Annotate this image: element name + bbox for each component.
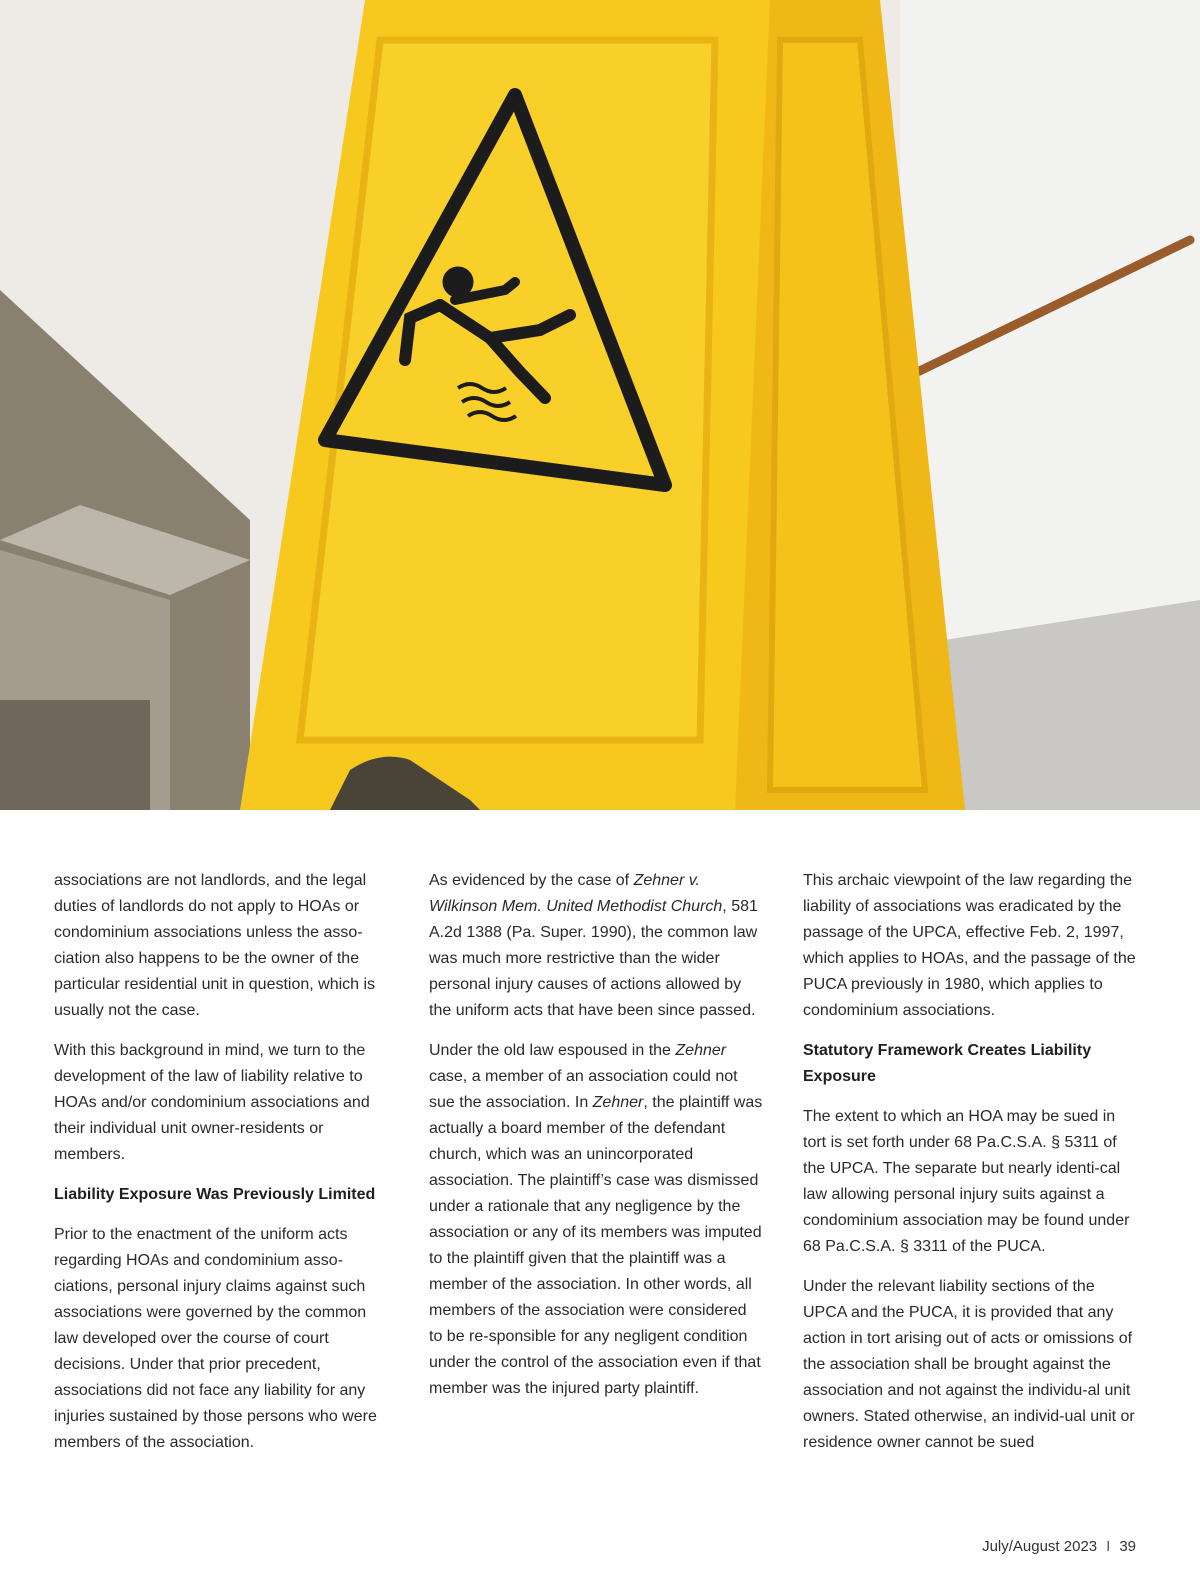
paragraph: With this background in mind, we turn to the development of the law of liability relative to HOAs and/or condominium associations and their individual unit owner-residents or members. bbox=[54, 1042, 370, 1163]
article-column-1 bbox=[54, 868, 388, 1470]
case-citation: Zehner v. Wilkinson Mem. United Methodist Church bbox=[429, 872, 723, 915]
article-body bbox=[54, 868, 1144, 1468]
issue-date: July/August 2023 bbox=[982, 1538, 1098, 1555]
text-run: , 581 A.2d 1388 (Pa. Super. 1990), the common law was much more restrictive than the wider personal injury causes of actions allowed by the uniform acts that have been since passed. bbox=[429, 898, 758, 1019]
section-heading: Liability Exposure Was Previously Limited bbox=[54, 1186, 376, 1203]
text-run: , the plaintiff was actually a board member of the defendant church, which was an unincorporated association. The plaintiff’s case was dismissed under a rationale that any negligence by the association or any of its members was imputed to the plaintiff given that the plaintiff was a member of the association. In other words, all members of the association were considered to be re-sponsible for any negligent condition under the control of the association even if that member was the injured party plaintiff. bbox=[429, 1094, 763, 1397]
text-run: case, a member of an association could not sue the association. In bbox=[429, 1068, 738, 1111]
paragraph: This archaic viewpoint of the law regarding the liability of associations was eradicated by the passage of the UPCA, effective Feb. 2, 1997, which applies to HOAs, and the passage of the PUCA previously in 1980, which applies to condominium associations. bbox=[803, 872, 1136, 1019]
text-run: As evidenced by the case of bbox=[429, 872, 634, 889]
page-footer bbox=[982, 1538, 1136, 1555]
paragraph: Under the relevant liability sections of the UPCA and the PUCA, it is provided that any action in tort arising out of acts or omissions of the association shall be brought against the association and not against the individu-al unit owners. Stated otherwise, an individ-ual unit or residence owner cannot be sued bbox=[803, 1278, 1135, 1451]
case-citation: Zehner bbox=[675, 1042, 727, 1059]
paragraph bbox=[429, 1038, 763, 1402]
paragraph: Prior to the enactment of the uniform acts regarding HOAs and condominium asso-ciations, personal injury claims against such associations were governed by the common law developed over the course of court decisions. Under that prior precedent, associations did not face any liability for any injuries sustained by those persons who were members of the association. bbox=[54, 1226, 377, 1451]
paragraph bbox=[429, 868, 763, 1024]
article-column-2 bbox=[429, 868, 763, 1416]
section-heading: Statutory Framework Creates Liability Exposure bbox=[803, 1042, 1092, 1085]
footer-separator: I bbox=[1106, 1538, 1111, 1555]
article-column-3 bbox=[803, 868, 1137, 1470]
page-number: 39 bbox=[1119, 1538, 1136, 1555]
paragraph: The extent to which an HOA may be sued in tort is set forth under 68 Pa.C.S.A. § 5311 of the UPCA. The separate but nearly identi-cal law allowing personal injury suits against a condominium association may be found under 68 Pa.C.S.A. § 3311 of the PUCA. bbox=[803, 1108, 1130, 1255]
case-citation: Zehner bbox=[592, 1094, 644, 1111]
text-run: Under the old law espoused in the bbox=[429, 1042, 676, 1059]
paragraph: associations are not landlords, and the legal duties of landlords do not apply to HOAs or condominium associations unless the asso-ciation also happens to be the owner of the particular residential unit in question, which is usually not the case. bbox=[54, 872, 376, 1019]
